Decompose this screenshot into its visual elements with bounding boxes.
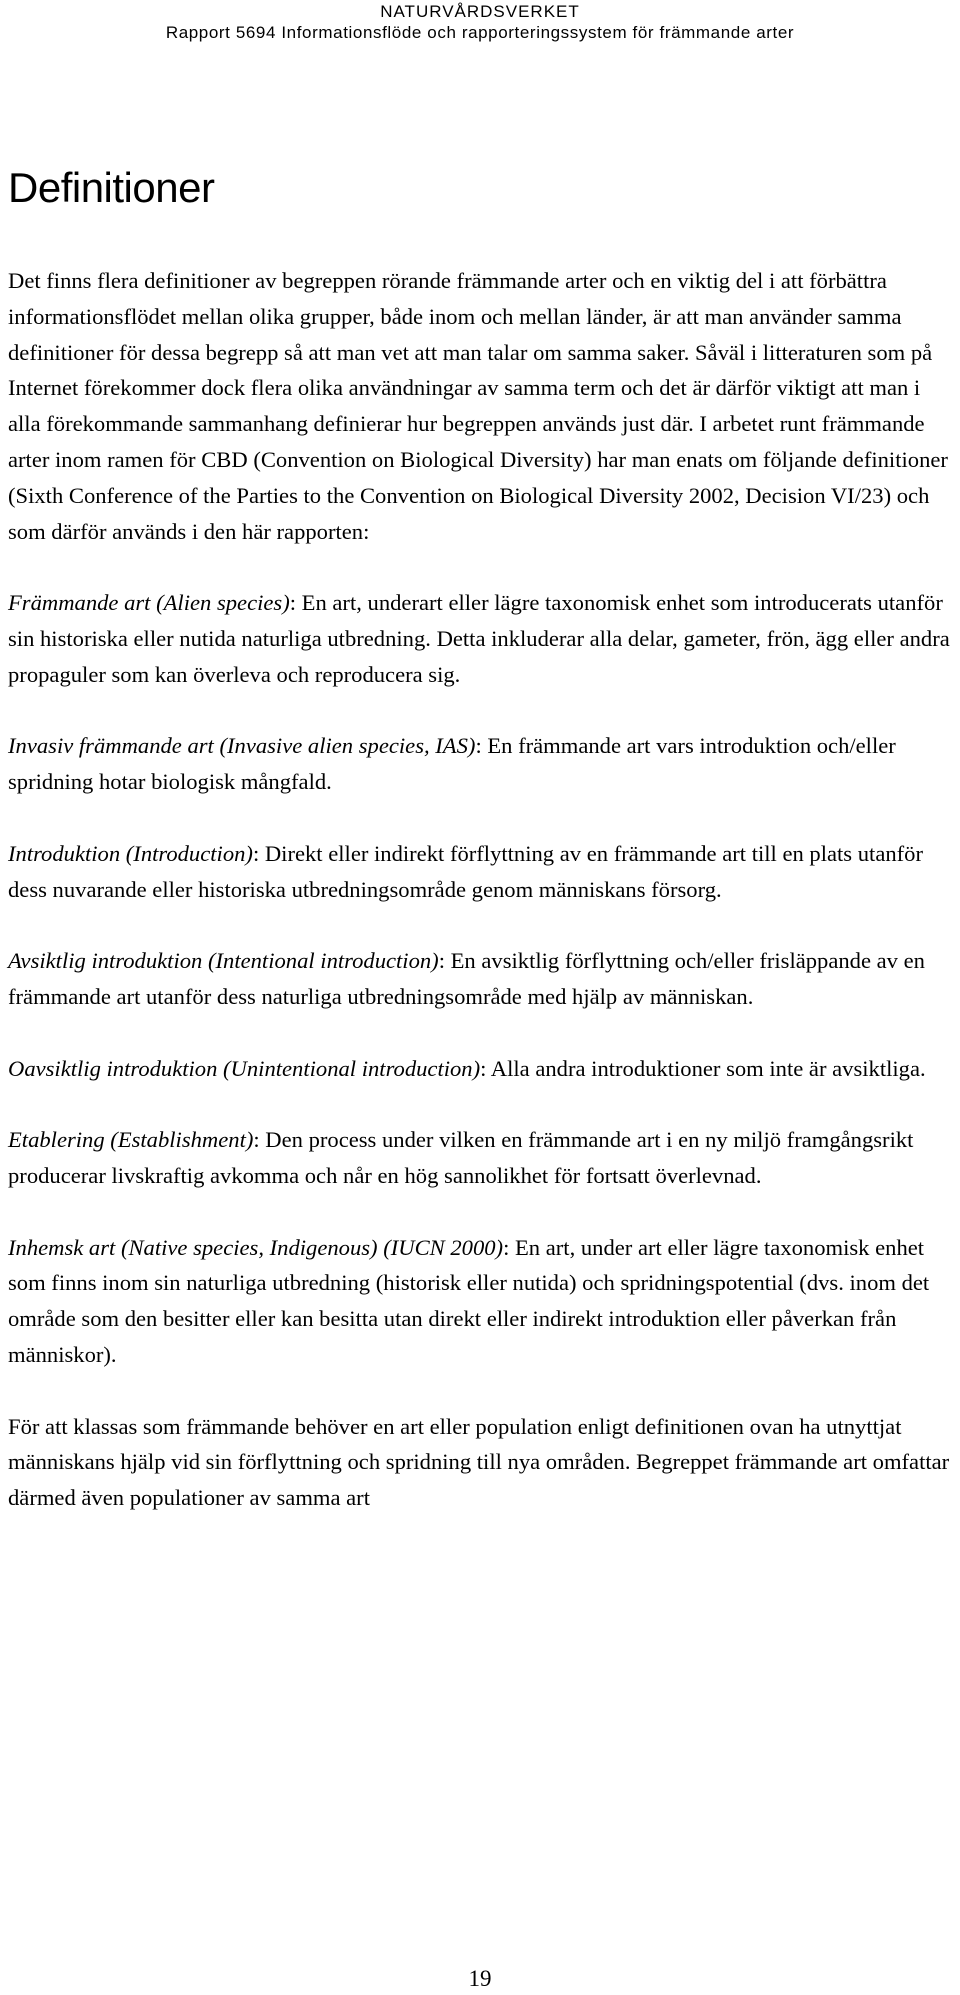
section-title: Definitioner [8, 164, 215, 211]
definition-paragraph [8, 1051, 956, 1087]
definition-text: : En avsiktlig förflyttning och/eller frisläppande av en främmande art utanför dess naturliga utbredningsområde med hjälp av människan. [8, 948, 925, 1009]
definition-term: Invasiv främmande art (Invasive alien species, IAS) [8, 733, 476, 759]
definition-text: : En art, underart eller lägre taxonomisk enhet som introducerats utanför sin historiska eller nutida naturliga utbredning. Detta inkluderar alla delar, gameter, frön, ägg eller andra propaguler som kan överleva och reproducera sig. [8, 590, 950, 687]
section-body [8, 263, 956, 1552]
definition-paragraph [8, 1122, 956, 1194]
definition-text: : Den process under vilken en främmande art i en ny miljö framgångsrikt producerar livskraftig avkomma och når en hög sannolikhet för fortsatt överlevnad. [8, 1127, 914, 1188]
definition-term: Främmande art (Alien species) [8, 590, 290, 616]
page-number: 19 [468, 1966, 492, 1991]
definition-term: Oavsiktlig introduktion (Unintentional introduction) [8, 1055, 481, 1081]
definition-term: Inhemsk art (Native species, Indigenous) (IUCN 2000) [8, 1234, 504, 1260]
definition-text: : En främmande art vars introduktion och/eller spridning hotar biologisk mångfald. [8, 733, 896, 795]
definition-term: Avsiktlig introduktion (Intentional introduction) [8, 948, 439, 974]
definition-paragraph [8, 943, 956, 1015]
definition-text: : Direkt eller indirekt förflyttning av en främmande art till en plats utanför dess nuvarande eller historiska utbredningsområde genom människans försorg. [8, 840, 923, 902]
definition-text: : En art, under art eller lägre taxonomisk enhet som finns inom sin naturliga utbredning (historisk eller nutida) och spridningspotential (dvs. inom det område som den besitter eller kan besitta utan direkt eller indirekt introduktion eller påverkan från människor). [8, 1234, 930, 1367]
definition-term: Etablering (Establishment) [8, 1127, 254, 1153]
intro-paragraph: Det finns flera definitioner av begreppen rörande främmande arter och en viktig del i att förbättra informationsflödet mellan olika grupper, både inom och mellan länder, är att man använder samma definitioner för dessa begrepp så att man vet att man talar om samma saker. Såväl i litteraturen som på Internet förekommer dock flera olika användningar av samma term och det är därför viktigt att man i alla förekommande sammanhang definierar hur begreppen används just där. I arbetet runt främmande arter inom ramen för CBD (Convention on Biological Diversity) har man enats om följande definitioner (Sixth Conference of the Parties to the Convention on Biological Diversity 2002, Decision VI/23) och som därför används i den här rapporten: [8, 268, 948, 544]
definition-paragraph [8, 836, 956, 908]
header-report-title: Rapport 5694 Informationsflöde och rapporteringssystem för främmande arter [165, 23, 795, 42]
definition-paragraph [8, 585, 956, 692]
definition-paragraph [8, 1230, 956, 1373]
header-organization: NATURVÅRDSVERKET [380, 2, 580, 21]
definition-term: Introduktion (Introduction) [8, 840, 253, 866]
definition-paragraph [8, 728, 956, 800]
closing-paragraph: För att klassas som främmande behöver en art eller population enligt definitionen ovan ha utnyttjat människans hjälp vid sin förflyttning och spridning till nya områden. Begreppet främmande art omfattar därmed även populationer av samma art [8, 1413, 950, 1511]
definition-text: : Alla andra introduktioner som inte är avsiktliga. [480, 1055, 926, 1081]
